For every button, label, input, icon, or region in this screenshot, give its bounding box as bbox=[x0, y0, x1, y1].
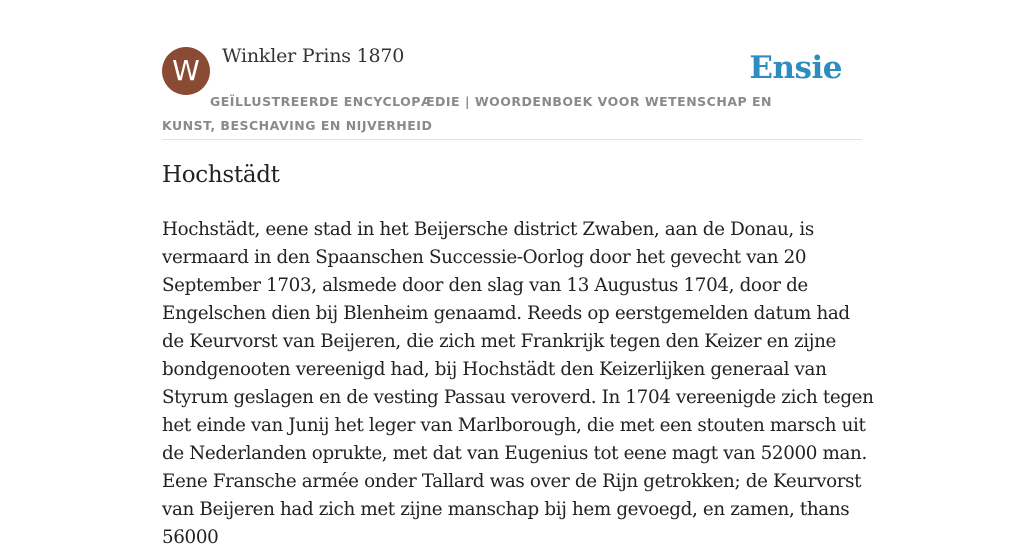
page bbox=[162, 0, 874, 548]
header-divider bbox=[162, 139, 862, 140]
source-title[interactable]: Winkler Prins 1870 bbox=[222, 45, 405, 67]
article-title: Hochstädt bbox=[162, 162, 280, 188]
source-header bbox=[162, 0, 862, 140]
source-subtitle: GEÏLLUSTREERDE ENCYCLOPÆDIE | WOORDENBOEK VOOR WETENSCHAP EN KUNST, BESCHAVING EN NIJVERHEID bbox=[162, 94, 773, 133]
brand-logo[interactable]: Ensie bbox=[749, 50, 842, 86]
source-avatar[interactable]: W bbox=[162, 47, 210, 95]
article-body: Hochstädt, eene stad in het Beijersche district Zwaben, aan de Donau, is vermaard in den Spaanschen Successie-Oorlog door het gevecht van 20 September 1703, alsmede door den slag van 13 Augustus 1704, door de Engelschen dien bij Blenheim genaamd. Reeds op eerstgemelden datum had de Keurvorst van Beijeren, die zich met Frankrijk tegen den Keizer en zijne bondgenooten vereenigd had, bij Hochstädt den Keizerlijken generaal van Styrum geslagen en de vesting Passau veroverd. In 1704 vereenigde zich tegen het einde van Junij het leger van Marlborough, die met een stouten marsch uit de Nederlanden oprukte, met dat van Eugenius tot eene magt van 52000 man. Eene Fransche armée onder Tallard was over de Rijn getrokken; de Keurvorst van Beijeren had zich met zijne manschap bij hem gevoegd, en zamen, thans 56000 bbox=[162, 219, 874, 548]
